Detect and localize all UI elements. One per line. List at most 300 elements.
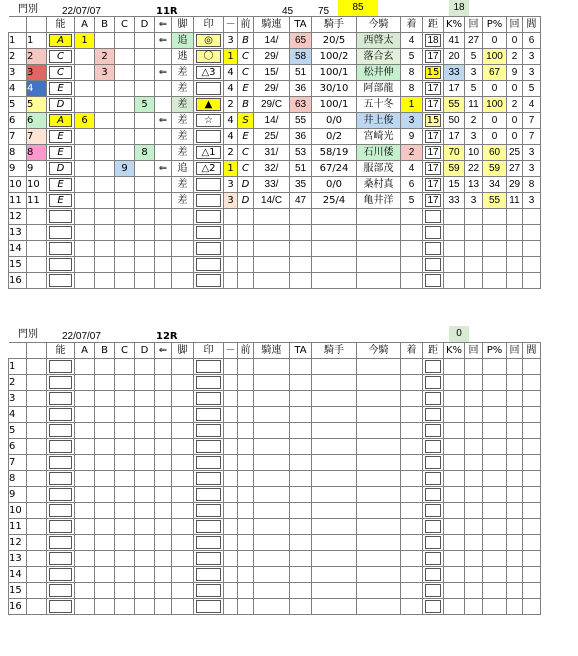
table-cell [172, 535, 194, 551]
table-cell [290, 257, 312, 273]
table-cell [194, 193, 224, 209]
boxed-value: A [49, 114, 72, 127]
table-cell [194, 225, 224, 241]
table-row [9, 145, 541, 161]
table-cell [290, 535, 312, 551]
table-cell [483, 257, 507, 273]
table-cell [357, 375, 401, 391]
table-cell [194, 471, 224, 487]
boxed-value [425, 504, 441, 517]
table-cell [172, 503, 194, 519]
table-cell [523, 551, 541, 567]
table-cell [238, 471, 254, 487]
table-cell: 石川倭 [357, 145, 401, 161]
table-cell: C [238, 49, 254, 65]
table-cell [401, 257, 423, 273]
boxed-value [425, 472, 441, 485]
table-cell [483, 599, 507, 615]
table-cell: 落合玄 [357, 49, 401, 65]
table-row [9, 65, 541, 81]
table-cell [47, 407, 75, 423]
table-cell [523, 225, 541, 241]
table-cell [423, 375, 444, 391]
header-cell: 印 [194, 343, 224, 359]
table-cell: 51 [290, 65, 312, 81]
table-cell: 3 [465, 129, 483, 145]
table-cell [135, 225, 155, 241]
table-cell [444, 407, 465, 423]
table-cell [194, 209, 224, 225]
table-cell [155, 471, 172, 487]
table-cell [423, 81, 444, 97]
table-cell [507, 407, 523, 423]
header-cell: TA [290, 343, 312, 359]
header-cell: ⇐ [155, 343, 172, 359]
table-cell: 宮崎光 [357, 129, 401, 145]
table-cell: D [238, 177, 254, 193]
table-cell [423, 177, 444, 193]
table-cell: 9 [115, 161, 135, 177]
table-cell [135, 375, 155, 391]
table-cell [312, 439, 357, 455]
boxed-value: △3 [196, 66, 221, 79]
table-cell [47, 583, 75, 599]
header-cell: 能 [47, 17, 75, 33]
table-cell [194, 375, 224, 391]
table-cell [95, 471, 115, 487]
table-cell [224, 471, 238, 487]
boxed-value [49, 472, 72, 485]
table-cell [507, 439, 523, 455]
table-cell [115, 177, 135, 193]
table-cell [444, 599, 465, 615]
table-cell [238, 375, 254, 391]
table-cell: 20/5 [312, 33, 357, 49]
table-cell [115, 375, 135, 391]
table-cell [95, 209, 115, 225]
table-cell [357, 273, 401, 289]
table-cell [194, 257, 224, 273]
table-cell [135, 273, 155, 289]
table-cell [95, 599, 115, 615]
table-cell: 6 [9, 113, 27, 129]
table-cell [194, 161, 224, 177]
table-cell [401, 209, 423, 225]
table-cell: 55 [290, 113, 312, 129]
table-cell [483, 455, 507, 471]
table-cell [47, 81, 75, 97]
table-cell [401, 439, 423, 455]
table-cell [155, 97, 172, 113]
header-cell [27, 343, 47, 359]
stat-45: 45 [282, 6, 294, 17]
table-cell [357, 583, 401, 599]
table-cell [290, 407, 312, 423]
table-cell: 9 [9, 487, 27, 503]
boxed-value [49, 258, 72, 271]
table-cell [423, 33, 444, 49]
table-cell: 25 [507, 145, 523, 161]
table-cell [357, 519, 401, 535]
table-cell [47, 551, 75, 567]
table-cell [423, 209, 444, 225]
table-cell: 追 [172, 33, 194, 49]
table-cell [95, 407, 115, 423]
table-cell: 3 [523, 193, 541, 209]
table-cell [238, 391, 254, 407]
table-cell [155, 359, 172, 375]
table-cell [401, 241, 423, 257]
table-cell [483, 583, 507, 599]
boxed-value: C [49, 66, 72, 79]
header-cell [27, 17, 47, 33]
table-cell [27, 375, 47, 391]
boxed-value [196, 130, 221, 143]
boxed-value [49, 568, 72, 581]
table-cell [47, 503, 75, 519]
table-cell [115, 209, 135, 225]
table-cell [95, 33, 115, 49]
table-cell: 33 [444, 65, 465, 81]
table-cell [135, 161, 155, 177]
race-number: 11R [156, 6, 178, 17]
table-cell [290, 273, 312, 289]
table-cell: 西啓太 [357, 33, 401, 49]
boxed-value: A [49, 34, 72, 47]
boxed-value: D [49, 162, 72, 175]
table-cell [483, 375, 507, 391]
header-cell: ⇐ [155, 17, 172, 33]
venue-label-2: 門別 [18, 329, 38, 340]
table-cell [172, 375, 194, 391]
table-cell [155, 455, 172, 471]
header-cell: 騎手 [312, 17, 357, 33]
header-cell: 今騎 [357, 343, 401, 359]
table-cell: 3 [9, 65, 27, 81]
boxed-value [196, 360, 221, 373]
table-cell [115, 471, 135, 487]
table-cell [523, 439, 541, 455]
table-cell: 5 [135, 97, 155, 113]
table-cell [290, 391, 312, 407]
table-cell [254, 551, 290, 567]
table-cell: S [238, 113, 254, 129]
table-cell: 0/2 [312, 129, 357, 145]
table-cell: 7 [27, 129, 47, 145]
table-cell [507, 423, 523, 439]
table-cell [47, 455, 75, 471]
table-cell [290, 359, 312, 375]
table-cell [312, 359, 357, 375]
table-cell: 差 [172, 193, 194, 209]
header-cell: － [224, 343, 238, 359]
table-row [9, 257, 541, 273]
table-cell [135, 455, 155, 471]
table-cell [115, 599, 135, 615]
table-cell [238, 359, 254, 375]
table-cell: 9 [27, 161, 47, 177]
table-cell [423, 225, 444, 241]
boxed-value [425, 424, 441, 437]
table-cell [115, 407, 135, 423]
table-cell: 3 [465, 193, 483, 209]
boxed-value: 17 [425, 82, 441, 95]
table-cell: 10 [27, 177, 47, 193]
table-cell: 67 [483, 65, 507, 81]
table-cell: 14 [9, 567, 27, 583]
table-cell [135, 33, 155, 49]
table-cell [357, 407, 401, 423]
table-cell [75, 257, 95, 273]
table-cell: 0/0 [312, 177, 357, 193]
boxed-value [49, 536, 72, 549]
table-cell [312, 225, 357, 241]
boxed-value [49, 408, 72, 421]
boxed-value: 17 [425, 50, 441, 63]
table-cell [47, 375, 75, 391]
table-cell [423, 193, 444, 209]
boxed-value: D [49, 98, 72, 111]
table-cell: 3 [9, 391, 27, 407]
table-cell [254, 375, 290, 391]
table-cell [290, 487, 312, 503]
table-cell [483, 519, 507, 535]
table-cell [507, 359, 523, 375]
table-cell [507, 519, 523, 535]
table-cell [194, 129, 224, 145]
table-cell [254, 535, 290, 551]
table-cell: 8 [401, 65, 423, 81]
table-cell [523, 209, 541, 225]
table-cell [135, 257, 155, 273]
table-cell [75, 375, 95, 391]
table-cell [135, 439, 155, 455]
table-cell [465, 391, 483, 407]
table-cell: 30/10 [312, 81, 357, 97]
table-cell: 15 [9, 257, 27, 273]
table-cell [47, 359, 75, 375]
table-cell: 0 [483, 81, 507, 97]
table-cell [423, 551, 444, 567]
table-cell [357, 241, 401, 257]
header-cell: 前 [238, 343, 254, 359]
table-cell [27, 503, 47, 519]
table-cell: 11 [507, 193, 523, 209]
table-cell: 47 [290, 193, 312, 209]
table-cell [423, 241, 444, 257]
table-cell [27, 359, 47, 375]
table-cell: ⇐ [155, 161, 172, 177]
table-cell [75, 145, 95, 161]
table-cell [75, 193, 95, 209]
table-cell [95, 503, 115, 519]
table-cell: 5 [27, 97, 47, 113]
table-cell: B [238, 33, 254, 49]
table-cell [224, 225, 238, 241]
table-cell [401, 519, 423, 535]
boxed-value [49, 210, 72, 223]
table-cell: 阿部龍 [357, 81, 401, 97]
table-cell: 5 [401, 49, 423, 65]
table-cell [155, 177, 172, 193]
table-cell [115, 145, 135, 161]
table-row [9, 423, 541, 439]
table-cell [75, 391, 95, 407]
table-cell [312, 471, 357, 487]
table-cell: 4 [224, 81, 238, 97]
boxed-value [196, 274, 221, 287]
race-table-12r [8, 342, 541, 615]
boxed-value: E [49, 178, 72, 191]
table-cell: 5 [465, 49, 483, 65]
table-cell [135, 599, 155, 615]
header-cell: A [75, 17, 95, 33]
table-cell: 2 [95, 49, 115, 65]
table-cell [312, 407, 357, 423]
table-cell [465, 423, 483, 439]
table-cell [115, 257, 135, 273]
table-cell: 0 [507, 129, 523, 145]
boxed-value [196, 600, 221, 613]
table-cell [75, 177, 95, 193]
table-cell: 100/1 [312, 65, 357, 81]
table-cell: 1 [9, 359, 27, 375]
table-cell [135, 583, 155, 599]
table-cell [507, 209, 523, 225]
table-cell [523, 407, 541, 423]
table-cell [224, 273, 238, 289]
table-cell [47, 273, 75, 289]
table-cell [401, 567, 423, 583]
boxed-value [425, 552, 441, 565]
table-cell [95, 273, 115, 289]
table-cell [194, 273, 224, 289]
table-cell [312, 391, 357, 407]
table-cell: 25/ [254, 129, 290, 145]
table-cell [155, 193, 172, 209]
table-cell: 3 [401, 113, 423, 129]
table-cell [155, 535, 172, 551]
table-cell [27, 535, 47, 551]
table-cell [254, 407, 290, 423]
boxed-value [49, 456, 72, 469]
race-number-2: 12R [156, 331, 178, 342]
table-cell [115, 193, 135, 209]
table-cell [27, 471, 47, 487]
table-cell [444, 391, 465, 407]
table-cell: 2 [401, 145, 423, 161]
table-cell [194, 407, 224, 423]
table-cell [95, 113, 115, 129]
table-cell [423, 535, 444, 551]
table-cell: 7 [9, 455, 27, 471]
table-cell: 3 [523, 49, 541, 65]
table-cell [115, 391, 135, 407]
table-cell [312, 375, 357, 391]
table-cell [523, 567, 541, 583]
table-cell [254, 487, 290, 503]
table-cell [27, 439, 47, 455]
table-cell [224, 391, 238, 407]
table-cell [135, 519, 155, 535]
boxed-value [196, 408, 221, 421]
table-cell [465, 375, 483, 391]
table-cell [238, 535, 254, 551]
table-cell [155, 145, 172, 161]
table-cell: 33/ [254, 177, 290, 193]
boxed-value [49, 520, 72, 533]
table-cell [95, 535, 115, 551]
table-cell [357, 551, 401, 567]
table-cell [224, 455, 238, 471]
table-cell [75, 551, 95, 567]
race-date-2: 22/07/07 [62, 331, 101, 342]
table-cell [27, 241, 47, 257]
table-cell: 100 [483, 49, 507, 65]
table-cell [290, 439, 312, 455]
table-cell [507, 273, 523, 289]
table-cell [224, 567, 238, 583]
boxed-value [196, 488, 221, 501]
table-row [9, 567, 541, 583]
table-row [9, 97, 541, 113]
table-cell: 2 [465, 113, 483, 129]
table-cell: 松井伸 [357, 65, 401, 81]
boxed-value [49, 392, 72, 405]
table-cell: 1 [75, 33, 95, 49]
table-row [9, 471, 541, 487]
table-cell [115, 487, 135, 503]
table-cell [95, 567, 115, 583]
table-cell [523, 359, 541, 375]
table-cell: 9 [401, 129, 423, 145]
table-cell: 0 [483, 33, 507, 49]
table-cell: 0 [507, 113, 523, 129]
boxed-value [196, 424, 221, 437]
table-cell [290, 567, 312, 583]
table-cell [47, 535, 75, 551]
table-cell: 100/1 [312, 97, 357, 113]
table-cell [523, 241, 541, 257]
table-cell [290, 551, 312, 567]
entry-count-2: 0 [449, 326, 469, 342]
table-cell [115, 113, 135, 129]
table-cell [135, 177, 155, 193]
table-cell [401, 503, 423, 519]
table-cell [194, 535, 224, 551]
table-cell [357, 391, 401, 407]
table-cell [401, 359, 423, 375]
table-cell: 6 [9, 439, 27, 455]
table-cell [312, 599, 357, 615]
table-cell: 6 [75, 113, 95, 129]
boxed-value: ▲ [196, 98, 221, 111]
boxed-value [425, 258, 441, 271]
table-cell [75, 81, 95, 97]
table-cell: 2 [224, 145, 238, 161]
table-cell [423, 391, 444, 407]
table-cell [75, 129, 95, 145]
venue-label: 門別 [18, 4, 38, 15]
table-cell [507, 471, 523, 487]
table-cell [483, 225, 507, 241]
boxed-value [196, 178, 221, 191]
boxed-value: E [49, 130, 72, 143]
table-cell [27, 551, 47, 567]
table-cell [75, 519, 95, 535]
table-cell [357, 225, 401, 241]
table-cell [95, 81, 115, 97]
